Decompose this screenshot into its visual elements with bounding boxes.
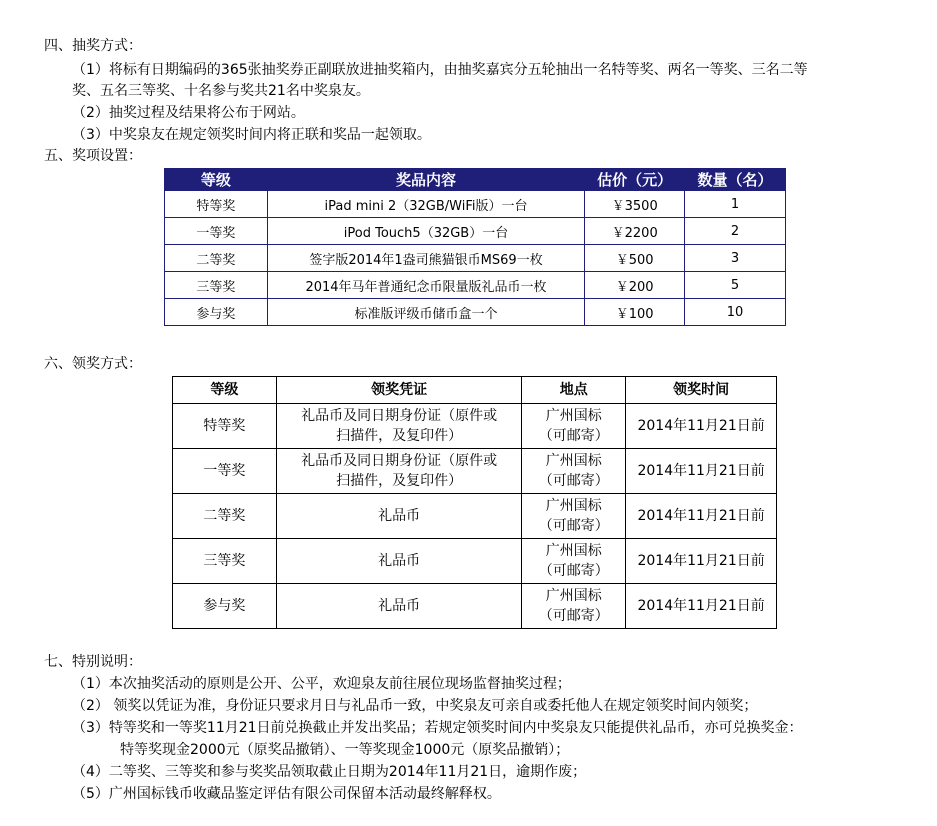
location-line2: （可邮寄）: [538, 518, 609, 534]
cell-value: ￥2200: [585, 218, 685, 245]
cell-quantity: 2: [685, 218, 786, 245]
cell-level: 一等奖: [173, 449, 277, 494]
header-prize: 奖品内容: [267, 169, 584, 191]
cell-claim-time: 2014年11月21日前: [626, 584, 777, 629]
cell-level: 二等奖: [173, 494, 277, 539]
table-row: [173, 539, 777, 584]
cell-claim-time: 2014年11月21日前: [626, 449, 777, 494]
cell-level: 参与奖: [173, 584, 277, 629]
cell-quantity: 3: [685, 245, 786, 272]
section7-title: 七、特别说明：: [44, 654, 142, 670]
location-line1: 广州国标: [545, 588, 602, 604]
cell-quantity: 1: [685, 191, 786, 218]
cell-prize: 2014年马年普通纪念币限量版礼品币一枚: [267, 272, 584, 299]
header-claim-time: 领奖时间: [626, 377, 777, 404]
cell-level: 二等奖: [165, 245, 268, 272]
location-line2: （可邮寄）: [538, 608, 609, 624]
cell-value: ￥3500: [585, 191, 685, 218]
header-level: 等级: [173, 377, 277, 404]
credential-line1: 礼品币及同日期身份证（原件或: [301, 408, 498, 424]
cell-credential: 礼品币: [276, 584, 522, 629]
header-credential: 领奖凭证: [276, 377, 522, 404]
section4-p1-line1: （1）将标有日期编码的365张抽奖券正副联放进抽奖箱内，由抽奖嘉宾分五轮抽出一名特等奖、两名一等奖、三名二等: [72, 62, 808, 78]
note-item: （1）本次抽奖活动的原则是公开、公平，欢迎泉友前往展位现场监督抽奖过程；: [72, 676, 571, 692]
section4-title: 四、抽奖方式：: [44, 38, 142, 54]
cell-prize: 签字版2014年1盎司熊猫银币MS69一枚: [267, 245, 584, 272]
section4-p1-line2: 奖、五名三等奖、十名参与奖共21名中奖泉友。: [72, 83, 370, 99]
table-row: [173, 494, 777, 539]
header-location: 地点: [522, 377, 626, 404]
location-line2: （可邮寄）: [538, 428, 609, 444]
cell-level: 参与奖: [165, 299, 268, 326]
note-item: （5）广州国标钱币收藏品鉴定评估有限公司保留本活动最终解释权。: [72, 786, 501, 802]
section6-title: 六、领奖方式：: [44, 356, 142, 372]
section4-p2: （2）抽奖过程及结果将公布于网站。: [72, 105, 305, 121]
credential-line2: 扫描件，及复印件）: [336, 473, 463, 489]
cell-value: ￥200: [585, 272, 685, 299]
cell-location: [522, 494, 626, 539]
cell-prize: 标准版评级币储币盒一个: [267, 299, 584, 326]
cell-level: 三等奖: [165, 272, 268, 299]
cell-level: 特等奖: [173, 404, 277, 449]
cell-credential: 礼品币: [276, 539, 522, 584]
cell-level: 特等奖: [165, 191, 268, 218]
cell-location: [522, 584, 626, 629]
table-row: [173, 584, 777, 629]
location-line1: 广州国标: [545, 543, 602, 559]
location-line1: 广州国标: [545, 408, 602, 424]
header-quantity: 数量（名）: [685, 169, 786, 191]
note-item: （3）特等奖和一等奖11月21日前兑换截止并发出奖品；若规定领奖时间内中奖泉友只能提供礼品币，亦可兑换奖金：: [72, 720, 803, 736]
prize-table: [164, 168, 786, 326]
cell-quantity: 10: [685, 299, 786, 326]
location-line1: 广州国标: [545, 498, 602, 514]
claim-table-header: [173, 377, 777, 404]
location-line2: （可邮寄）: [538, 563, 609, 579]
prize-table-header: [165, 169, 786, 191]
table-row: [173, 449, 777, 494]
location-line1: 广州国标: [545, 453, 602, 469]
note-item-continuation: 特等奖现金2000元（原奖品撤销）、一等奖现金1000元（原奖品撤销）；: [120, 742, 570, 758]
location-line2: （可邮寄）: [538, 473, 609, 489]
cell-prize: iPod Touch5（32GB）一台: [267, 218, 584, 245]
table-row: [165, 191, 786, 218]
cell-location: [522, 449, 626, 494]
section4-p3: （3）中奖泉友在规定领奖时间内将正联和奖品一起领取。: [72, 127, 431, 143]
cell-level: 三等奖: [173, 539, 277, 584]
claim-table: [172, 376, 777, 629]
note-item: （2） 领奖以凭证为准，身份证只要求月日与礼品币一致，中奖泉友可亲自或委托他人在规定领奖时间内领奖；: [72, 698, 758, 714]
cell-credential: [276, 449, 522, 494]
credential-line1: 礼品币及同日期身份证（原件或: [301, 453, 498, 469]
header-value: 估价（元）: [585, 169, 685, 191]
table-row: [165, 299, 786, 326]
cell-claim-time: 2014年11月21日前: [626, 494, 777, 539]
cell-value: ￥500: [585, 245, 685, 272]
cell-level: 一等奖: [165, 218, 268, 245]
cell-credential: 礼品币: [276, 494, 522, 539]
cell-credential: [276, 404, 522, 449]
cell-location: [522, 539, 626, 584]
cell-quantity: 5: [685, 272, 786, 299]
cell-claim-time: 2014年11月21日前: [626, 404, 777, 449]
cell-value: ￥100: [585, 299, 685, 326]
cell-location: [522, 404, 626, 449]
table-row: [165, 272, 786, 299]
cell-prize: iPad mini 2（32GB/WiFi版）一台: [267, 191, 584, 218]
table-row: [165, 218, 786, 245]
table-row: [173, 404, 777, 449]
credential-line2: 扫描件，及复印件）: [336, 428, 463, 444]
section5-title: 五、奖项设置：: [44, 148, 142, 164]
table-row: [165, 245, 786, 272]
header-level: 等级: [165, 169, 268, 191]
note-item: （4）二等奖、三等奖和参与奖奖品领取截止日期为2014年11月21日，逾期作废；: [72, 764, 587, 780]
cell-claim-time: 2014年11月21日前: [626, 539, 777, 584]
